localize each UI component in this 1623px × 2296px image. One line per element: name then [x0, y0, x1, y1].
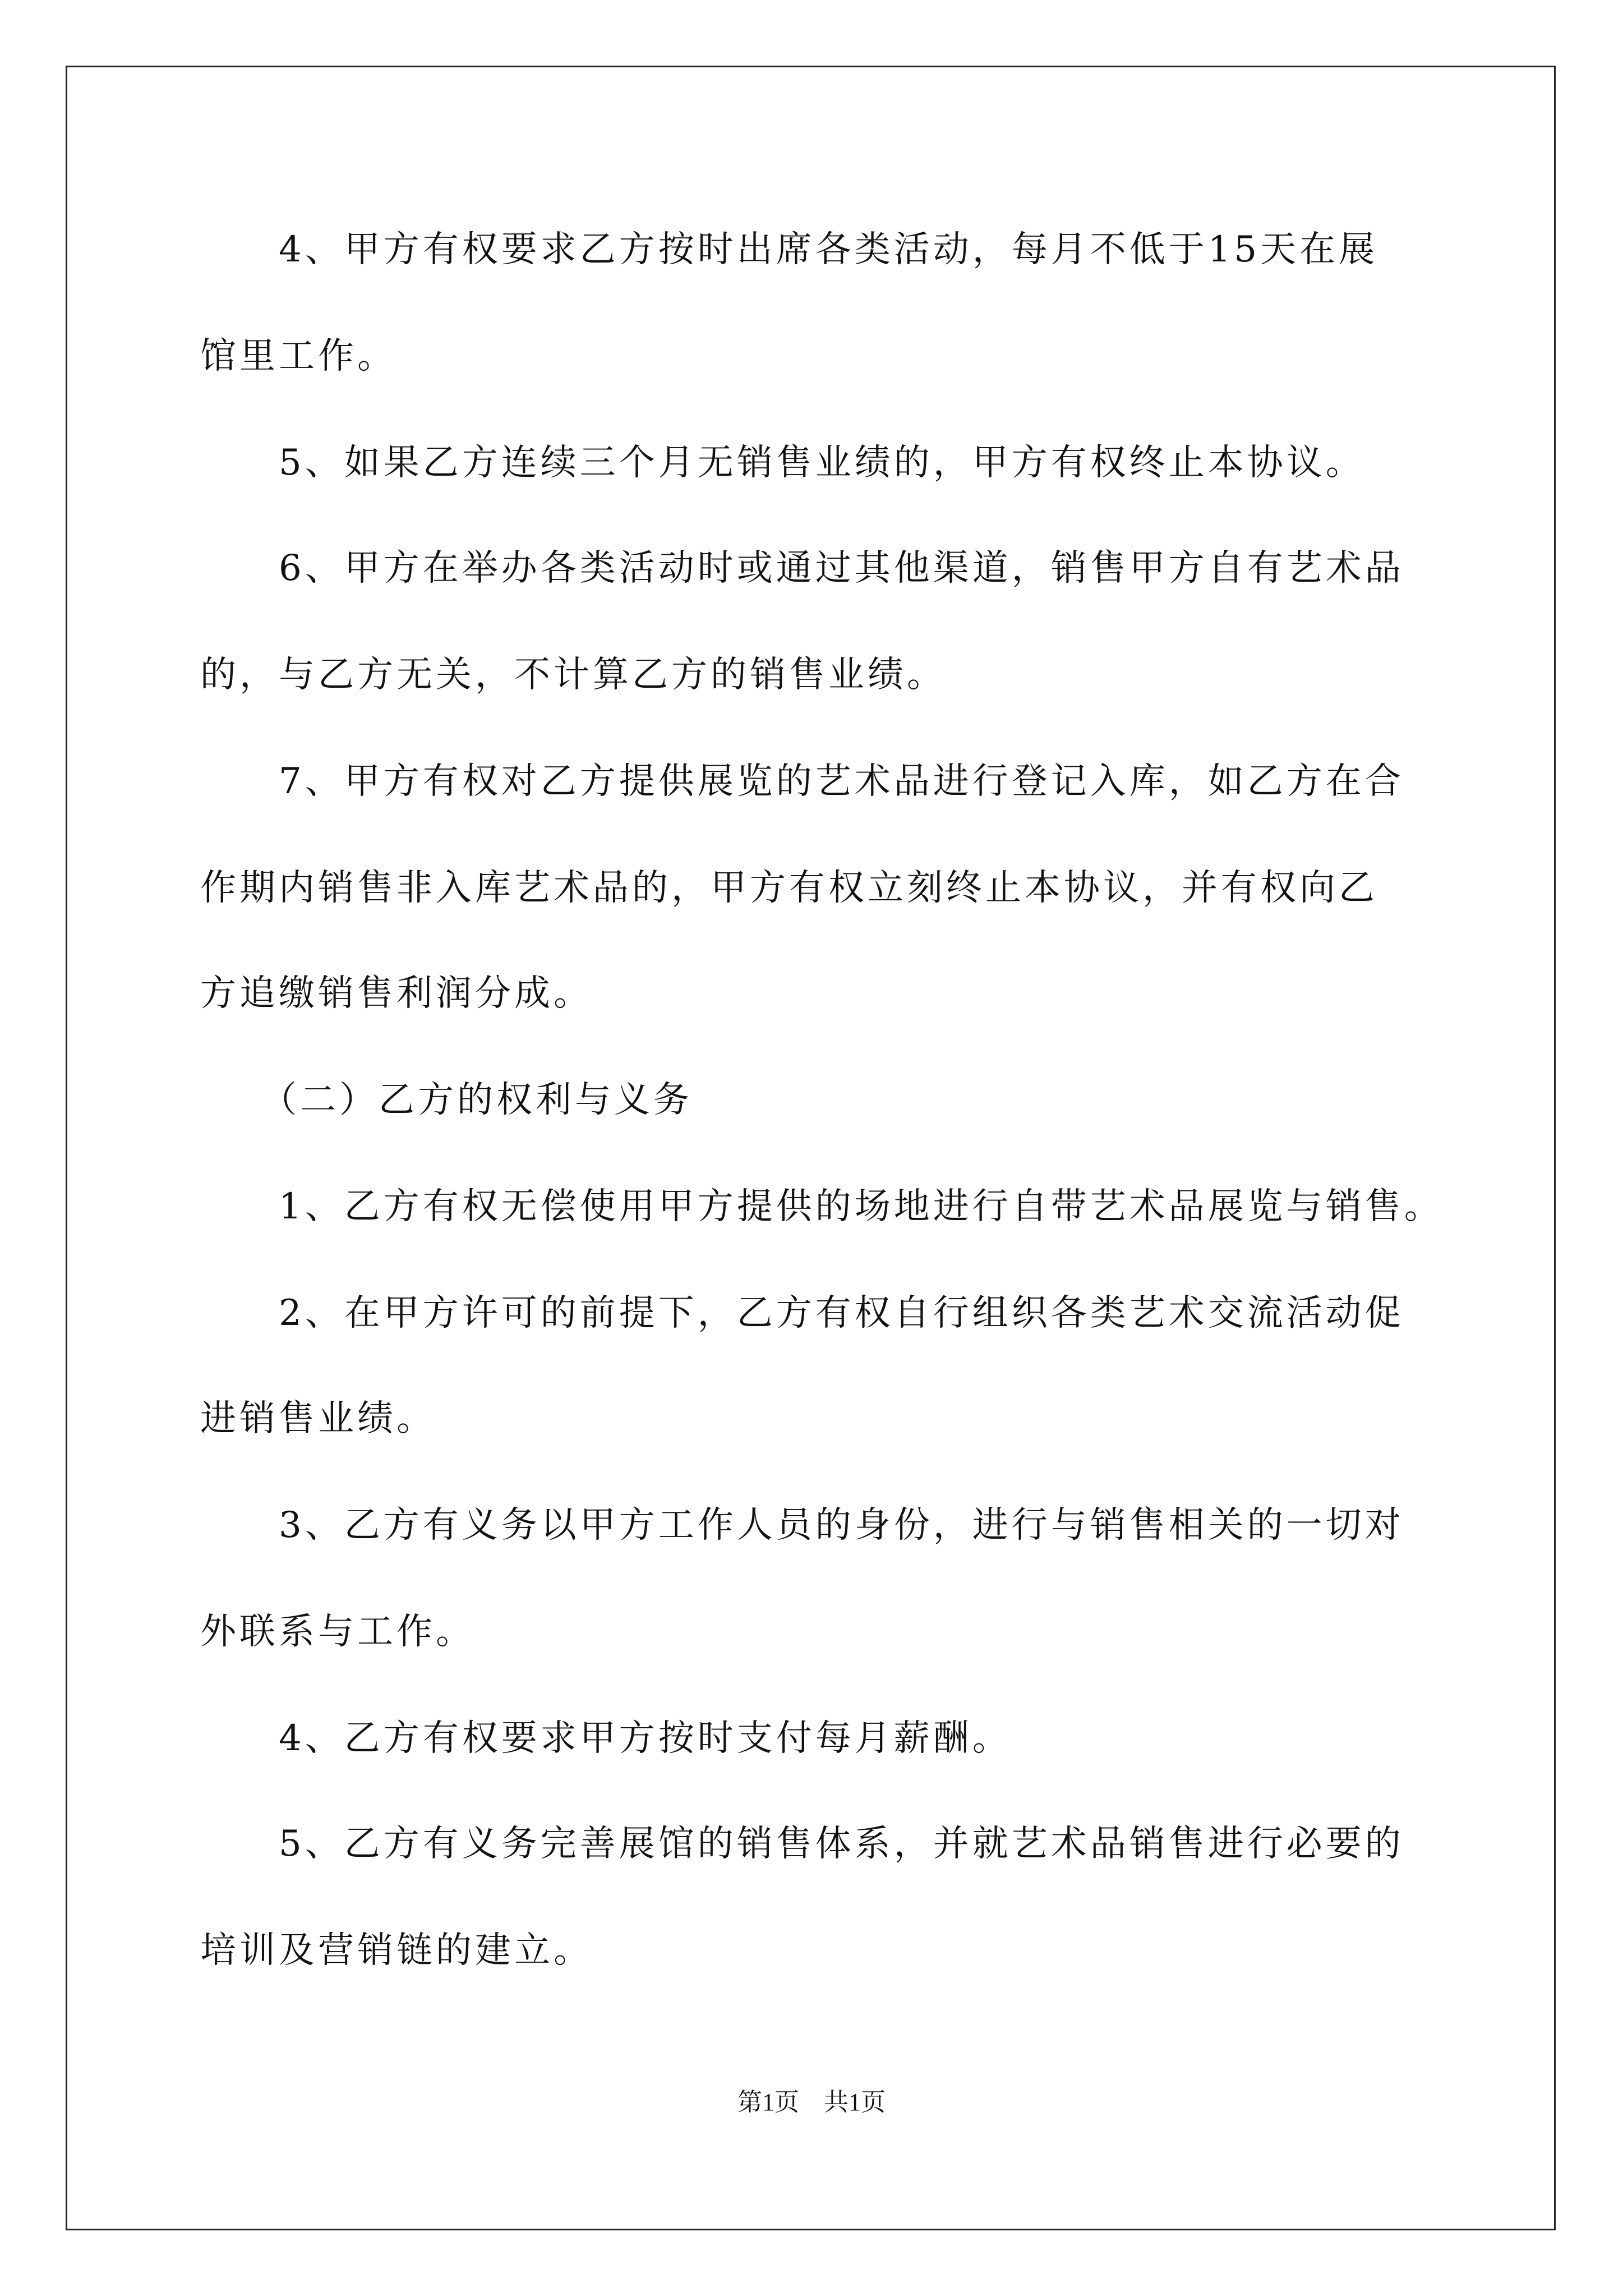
text-line: 5、乙方有义务完善展馆的销售体系，并就艺术品销售进行必要的	[200, 1823, 1404, 1865]
text-line: 5、如果乙方连续三个月无销售业绩的，甲方有权终止本协议。	[200, 442, 1365, 484]
text-line: 方追缴销售利润分成。	[200, 973, 593, 1014]
text-line: 4、乙方有权要求甲方按时支付每月薪酬。	[200, 1718, 1012, 1759]
text-line: 作期内销售非入库艺术品的，甲方有权立刻终止本协议，并有权向乙	[200, 867, 1378, 909]
text-line: 2、在甲方许可的前提下，乙方有权自行组织各类艺术交流活动促	[200, 1292, 1404, 1334]
text-line: 的，与乙方无关，不计算乙方的销售业绩。	[200, 654, 946, 696]
text-line: 外联系与工作。	[200, 1611, 475, 1653]
text-line: 7、甲方有权对乙方提供展览的艺术品进行登记入库，如乙方在合	[200, 761, 1404, 802]
text-line: 4、甲方有权要求乙方按时出席各类活动，每月不低于15天在展	[200, 229, 1378, 270]
text-line: 1、乙方有权无偿使用甲方提供的场地进行自带艺术品展览与销售。	[200, 1186, 1444, 1227]
page-border	[66, 66, 1556, 2230]
section-heading: （二）乙方的权利与义务	[200, 1079, 693, 1121]
text-line: 馆里工作。	[200, 335, 396, 377]
text-line: 进销售业绩。	[200, 1398, 436, 1439]
text-line: 培训及营销链的建立。	[200, 1930, 593, 1971]
text-line: 6、甲方在举办各类活动时或通过其他渠道，销售甲方自有艺术品	[200, 547, 1404, 589]
page-number: 第1页 共1页	[737, 2088, 886, 2116]
text-line: 3、乙方有义务以甲方工作人员的身份，进行与销售相关的一切对	[200, 1504, 1404, 1546]
